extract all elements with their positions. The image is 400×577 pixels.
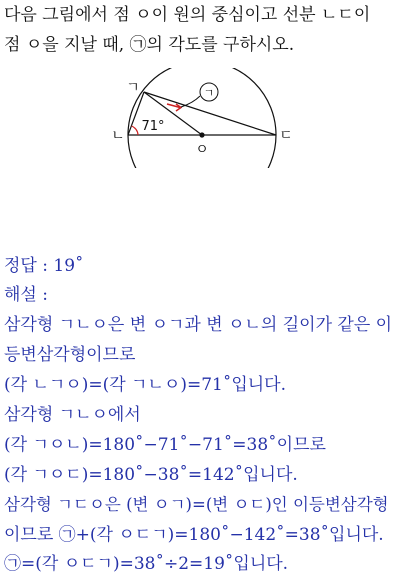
unknown-angle-glyph: ㄱ — [203, 86, 215, 100]
explanation-line-1: 삼각형 ㄱㄴㅇ은 변 ㅇㄱ과 변 ㅇㄴ의 길이가 같은 이 — [4, 315, 393, 335]
angle-label-71: 71° — [141, 119, 165, 134]
angle-arc-71 — [132, 126, 139, 135]
explanation-line-9: ㉠=(각 ㅇㄷㄱ)=38˚÷2=19˚입니다. — [4, 554, 289, 574]
explanation-line-8: 이므로 ㉠+(각 ㅇㄷㄱ)=180˚−142˚=38˚입니다. — [4, 525, 384, 545]
explanation-line-3: (각 ㄴㄱㅇ)=(각 ㄱㄴㅇ)=71˚입니다. — [4, 375, 287, 395]
label-top: ㄱ — [126, 80, 140, 96]
label-center: ㅇ — [195, 142, 209, 158]
explanation-line-7: 삼각형 ㄱㄷㅇ은 (변 ㅇㄱ)=(변 ㅇㄷ)인 이등변삼각형 — [4, 495, 389, 514]
answer-line: 정답 : 19˚ — [4, 256, 84, 276]
geometry-figure — [0, 68, 400, 168]
problem-line-1: 다음 그림에서 점 ㅇ이 원의 중심이고 선분 ㄴㄷ이 — [4, 5, 371, 25]
explanation-line-2: 등변삼각형이므로 — [4, 345, 136, 365]
label-right: ㄷ — [279, 128, 293, 144]
explanation-line-4: 삼각형 ㄱㄴㅇ에서 — [4, 405, 141, 425]
explanation-header: 해설 : — [4, 285, 48, 305]
label-left: ㄴ — [111, 128, 125, 144]
center-point — [199, 132, 204, 137]
problem-line-2: 점 ㅇ을 지날 때, ㉠의 각도를 구하시오. — [4, 35, 295, 55]
explanation-line-5: (각 ㄱㅇㄴ)=180˚−71˚−71˚=38˚이므로 — [4, 435, 326, 455]
explanation-line-6: (각 ㄱㅇㄷ)=180˚−38˚=142˚입니다. — [4, 465, 298, 485]
